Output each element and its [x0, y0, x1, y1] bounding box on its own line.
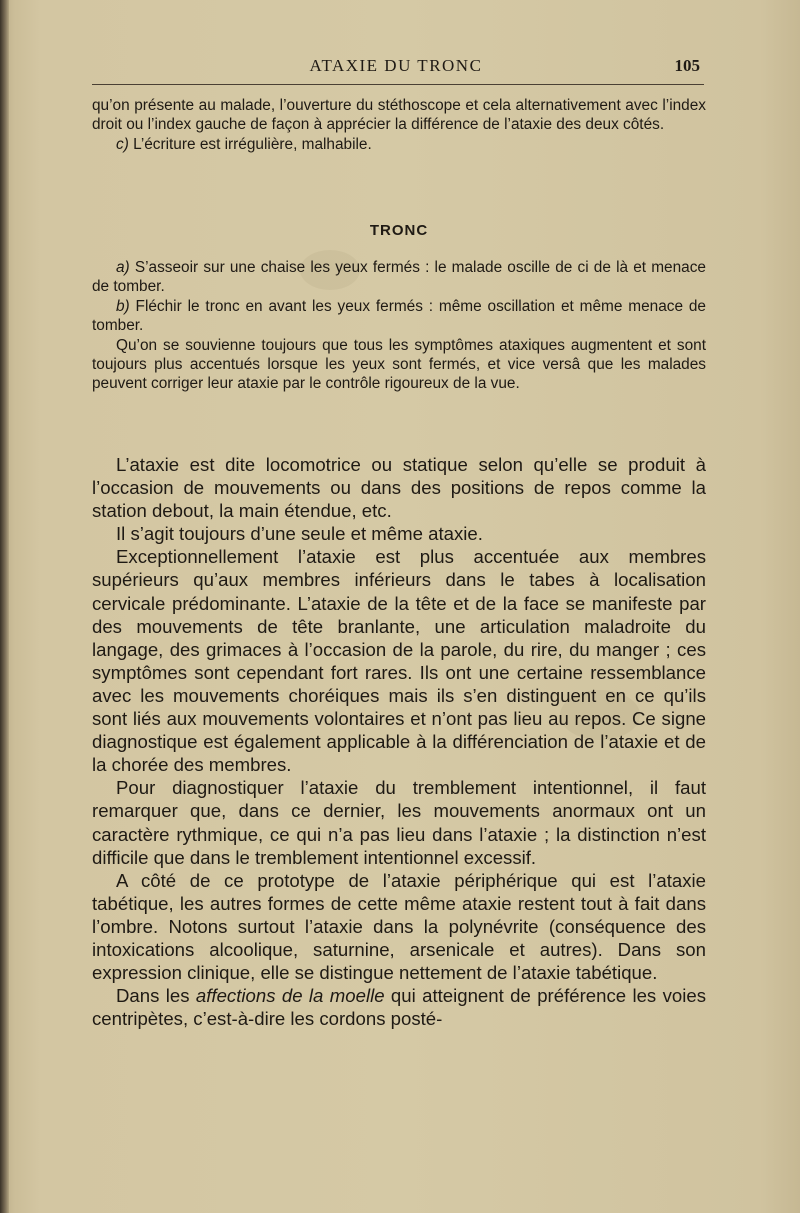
- paragraph: Qu’on se souvienne toujours que tous les symptômes ataxiques augmentent et sont toujours plus accentués lorsque les yeux sont fermés, et vice versâ que les malades peuvent corriger leur ataxie par le contrôle rigoureux de la vue.: [92, 336, 706, 393]
- list-marker: b): [116, 297, 130, 315]
- header-rule: [92, 84, 704, 85]
- page-number: 105: [674, 56, 700, 75]
- paragraph-text: S’asseoir sur une chaise les yeux fermés : le malade oscille de ci de là et menace de tomber.: [92, 259, 706, 296]
- paragraph: qu’on présente au malade, l’ouverture du stéthoscope et cela alternativement avec l’index droit ou l’index gauche de façon à apprécier la différence de l’ataxie des deux côtés.: [92, 97, 706, 134]
- paragraph: A côté de ce prototype de l’ataxie périphérique qui est l’ataxie tabétique, les autres formes de cette même ataxie restent tout à fait dans l’ombre. Notons surtout l’ataxie dans la polynévrite (conséquence des intoxications alcoolique, saturnine, arsenicale et autres). Dans son expression clinique, elle se distingue nettement de l’ataxie tabétique.: [92, 869, 706, 984]
- paragraph: Exceptionnellement l’ataxie est plus accentuée aux membres supérieurs qu’aux membres inférieurs dans le tabes à localisation cervicale prédominante. L’ataxie de la tête et de la face se manifeste par des mouvements de tête branlante, une articulation maladroite du langage, des grimaces à l’occasion de la parole, du rire, du manger ; ces symptômes sont cependant fort rares. Ils ont une certaine ressemblance avec les mouvements choréiques mais ils s’en distinguent en ce qu’ils sont liés aux mouvements volontaires et n’ont pas lieu au repos. Ce signe diagnostique est également applicable à la différenciation de l’ataxie et de la chorée des membres.: [92, 546, 706, 776]
- page-header: [92, 56, 700, 84]
- paragraph-text: qui atteignent de préférence les voies centripètes, c’est-à-dire les cordons posté-: [92, 985, 706, 1030]
- tronc-text-block: [92, 258, 706, 394]
- paragraph: [92, 135, 706, 154]
- paragraph: [92, 258, 706, 297]
- paragraph-text: Fléchir le tronc en avant les yeux fermés : même oscillation et même menace de tomber.: [92, 297, 706, 335]
- top-text-block: [92, 96, 706, 154]
- paragraph: Il s’agit toujours d’une seule et même ataxie.: [116, 523, 483, 545]
- section-title: TRONC: [369, 222, 429, 239]
- page-binding-edge: [0, 0, 9, 1213]
- paragraph: [92, 984, 706, 1030]
- paragraph: Pour diagnostiquer l’ataxie du tremblement intentionnel, il faut remarquer que, dans ce dernier, les mouvements anormaux ont un caractère rythmique, ce qui n’a pas lieu dans l’ataxie ; la distinction n’est difficile que dans le tremblement intentionnel excessif.: [92, 777, 706, 868]
- running-title: ATAXIE DU TRONC: [309, 56, 483, 75]
- main-text-block: [92, 453, 706, 1030]
- italic-term: affections de la moelle: [195, 985, 385, 1007]
- list-marker: c): [116, 135, 129, 153]
- paragraph: [92, 297, 706, 336]
- paragraph-text: Dans les: [116, 985, 196, 1007]
- list-marker: a): [116, 259, 130, 276]
- paragraph: L’ataxie est dite locomotrice ou statique selon qu’elle se produit à l’occasion de mouvements ou dans des positions de repos comme la station debout, la main étendue, etc.: [92, 454, 706, 522]
- paragraph-text: L’écriture est irrégulière, malhabile.: [128, 135, 372, 153]
